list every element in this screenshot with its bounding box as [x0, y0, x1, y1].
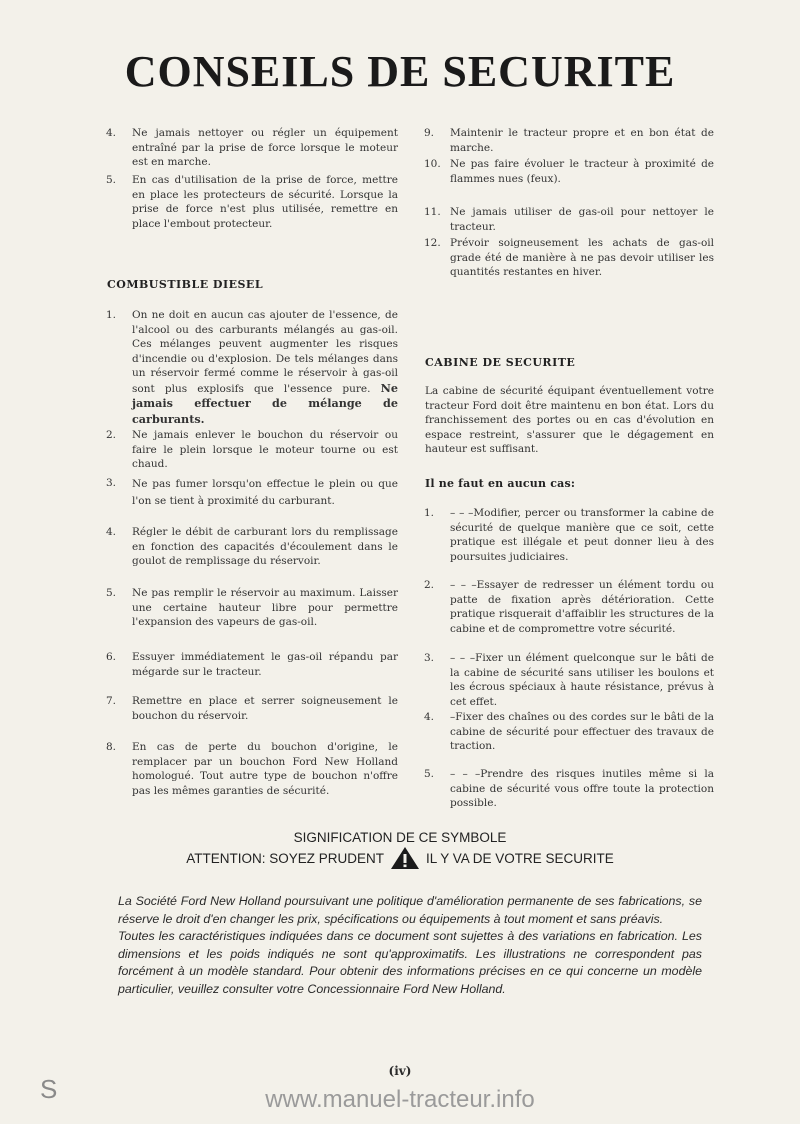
list-item — [106, 586, 398, 630]
item-number: 11. — [424, 206, 441, 218]
disclaimer-paragraph: La Société Ford New Holland poursuivant une politique d'amélioration permanente de ses fabrications, se réserve le droit d'en changer les prix, spécifications ou équipements à tout moment et sans préavis. — [118, 894, 702, 926]
item-number: 2. — [106, 429, 117, 441]
item-text: Ne jamais utiliser de gas-oil pour nettoyer le tracteur. — [450, 206, 714, 233]
item-text: En cas de perte du bouchon d'origine, le remplacer par un bouchon Ford New Holland homologué. Tout autre type de bouchon n'offre pas les mêmes garanties de sécurité. — [132, 741, 398, 797]
handwritten-mark: S — [40, 1074, 58, 1104]
section-heading-cabine: CABINE DE SECURITE — [425, 356, 576, 369]
item-number: 7. — [106, 695, 117, 707]
item-text: – – –Essayer de redresser un élément tordu ou patte de fixation après détérioration. Cette pratique risquerait d'affaiblir les structures de la cabine et de compromettre votre sécurité. — [450, 579, 714, 635]
item-text: Prévoir soigneusement les achats de gas-oil grade été de manière à ne pas devoir utiliser les quantités restantes en hiver. — [450, 237, 714, 278]
section-heading-diesel: COMBUSTIBLE DIESEL — [107, 278, 264, 291]
symbol-caption: SIGNIFICATION DE CE SYMBOLE — [293, 830, 507, 845]
item-text: –Fixer des chaînes ou des cordes sur le bâti de la cabine de sécurité pour effectuer des travaux de traction. — [450, 711, 714, 752]
item-number: 3. — [106, 477, 117, 489]
item-number: 8. — [106, 741, 117, 753]
item-text: Maintenir le tracteur propre et en bon état de marche. — [450, 127, 714, 154]
item-text: – – –Modifier, percer ou transformer la cabine de sécurité de quelque manière que ce soit, cette pratique est illégale et peut donner lieu à des poursuites judiciaires. — [450, 507, 714, 563]
item-number: 9. — [424, 127, 435, 139]
item-number: 1. — [424, 507, 435, 519]
list-item — [106, 740, 398, 798]
symbol-row — [0, 846, 800, 870]
list-item — [424, 651, 714, 709]
symbol-right-text: IL Y VA DE VOTRE SECURITE — [425, 850, 614, 866]
item-text: Essuyer immédiatement le gas-oil répandu par mégarde sur le tracteur. — [132, 651, 398, 678]
item-text: Ne jamais nettoyer ou régler un équipement entraîné par la prise de force lorsque le moteur est en marche. — [132, 127, 398, 168]
item-number: 12. — [424, 237, 441, 249]
list-item — [424, 205, 714, 234]
item-text-body: On ne doit en aucun cas ajouter de l'essence, de l'alcool ou des carburants mélangés au gas-oil. Ces mélanges peuvent augmenter les risques d'incendie ou d'explosion. De tels mélanges dans un réservoir fermé comme le réservoir à gas-oil sont plus explosifs que l'essence pure. — [132, 309, 398, 395]
item-number: 2. — [424, 579, 435, 591]
watermark: www.manuel-tracteur.info — [265, 1086, 535, 1113]
item-number: 4. — [106, 127, 117, 139]
item-number: 5. — [424, 768, 435, 780]
item-number: 4. — [106, 526, 117, 538]
item-text: Ne pas fumer lorsqu'on effectue le plein ou que l'on se tient à proximité du carburant. — [132, 478, 398, 507]
list-item — [424, 506, 714, 564]
list-item — [424, 578, 714, 636]
list-item — [106, 126, 398, 170]
item-number: 1. — [106, 309, 117, 321]
item-text: Régler le débit de carburant lors du remplissage en fonction des capacités d'écoulement dans le goulot de remplissage du réservoir. — [132, 526, 398, 567]
item-text — [132, 308, 398, 427]
symbol-left-text: ATTENTION: SOYEZ PRUDENT — [186, 850, 384, 866]
disclaimer-paragraph: Toutes les caractéristiques indiquées dans ce document sont sujettes à des variations en fabrication. Les dimensions et les poids indiqués ne sont qu'approximatifs. Les illustrations ne correspondent pas forcément à un modèle standard. Pour obtenir des informations précises en ce qui concerne un modèle particulier, veuillez consulter votre Concessionnaire Ford New Holland. — [118, 929, 702, 996]
item-text: Ne pas faire évoluer le tracteur à proximité de flammes nues (feux). — [450, 158, 714, 185]
list-item — [424, 710, 714, 754]
item-text: Ne jamais enlever le bouchon du réservoir ou faire le plein lorsque le moteur tourne ou est chaud. — [132, 429, 398, 470]
list-item — [106, 476, 398, 510]
item-text: – – –Fixer un élément quelconque sur le bâti de la cabine de sécurité sans utiliser les boulons et les écrous spéciaux à haute résistance, prévus à cet effet. — [450, 652, 714, 708]
item-text: En cas d'utilisation de la prise de force, mettre en place les protecteurs de sécurité. Lorsque la prise de force n'est plus utilisée, remettre en place l'embout protecteur. — [132, 174, 398, 230]
list-item — [106, 694, 398, 723]
list-item — [424, 126, 714, 155]
list-item — [106, 428, 398, 472]
item-number: 4. — [424, 711, 435, 723]
item-number: 10. — [424, 158, 441, 170]
page-number: (iv) — [388, 1064, 412, 1078]
item-number: 3. — [424, 652, 435, 664]
disclaimer — [118, 893, 702, 998]
page-title: CONSEILS DE SECURITE — [124, 47, 676, 96]
cabine-intro: La cabine de sécurité équipant éventuellement votre tracteur Ford doit être maintenu en bon état. Lors du franchissement des portes ou en cas d'évolution en espace restreint, s'assurer que le dégagement en hauteur est suffisant. — [425, 385, 714, 455]
list-item — [106, 173, 398, 231]
list-item — [424, 767, 714, 811]
item-number: 5. — [106, 174, 117, 186]
list-item — [106, 650, 398, 679]
item-text: – – –Prendre des risques inutiles même si la cabine de sécurité vous offre toute la protection possible. — [450, 768, 714, 809]
item-number: 5. — [106, 587, 117, 599]
item-text: Ne pas remplir le réservoir au maximum. Laisser une certaine hauteur libre pour permettre l'expansion des vapeurs de gas-oil. — [132, 587, 398, 628]
list-item — [106, 308, 398, 427]
item-text-bold: Ne jamais effectuer de mélange de carburants. — [132, 380, 398, 426]
item-number: 6. — [106, 651, 117, 663]
item-text: Remettre en place et serrer soigneusement le bouchon du réservoir. — [132, 695, 398, 722]
warning-triangle-icon — [390, 846, 420, 870]
list-item — [424, 157, 714, 186]
list-item — [424, 236, 714, 280]
cabine-subheading: Il ne faut en aucun cas: — [425, 477, 576, 490]
list-item — [106, 525, 398, 569]
